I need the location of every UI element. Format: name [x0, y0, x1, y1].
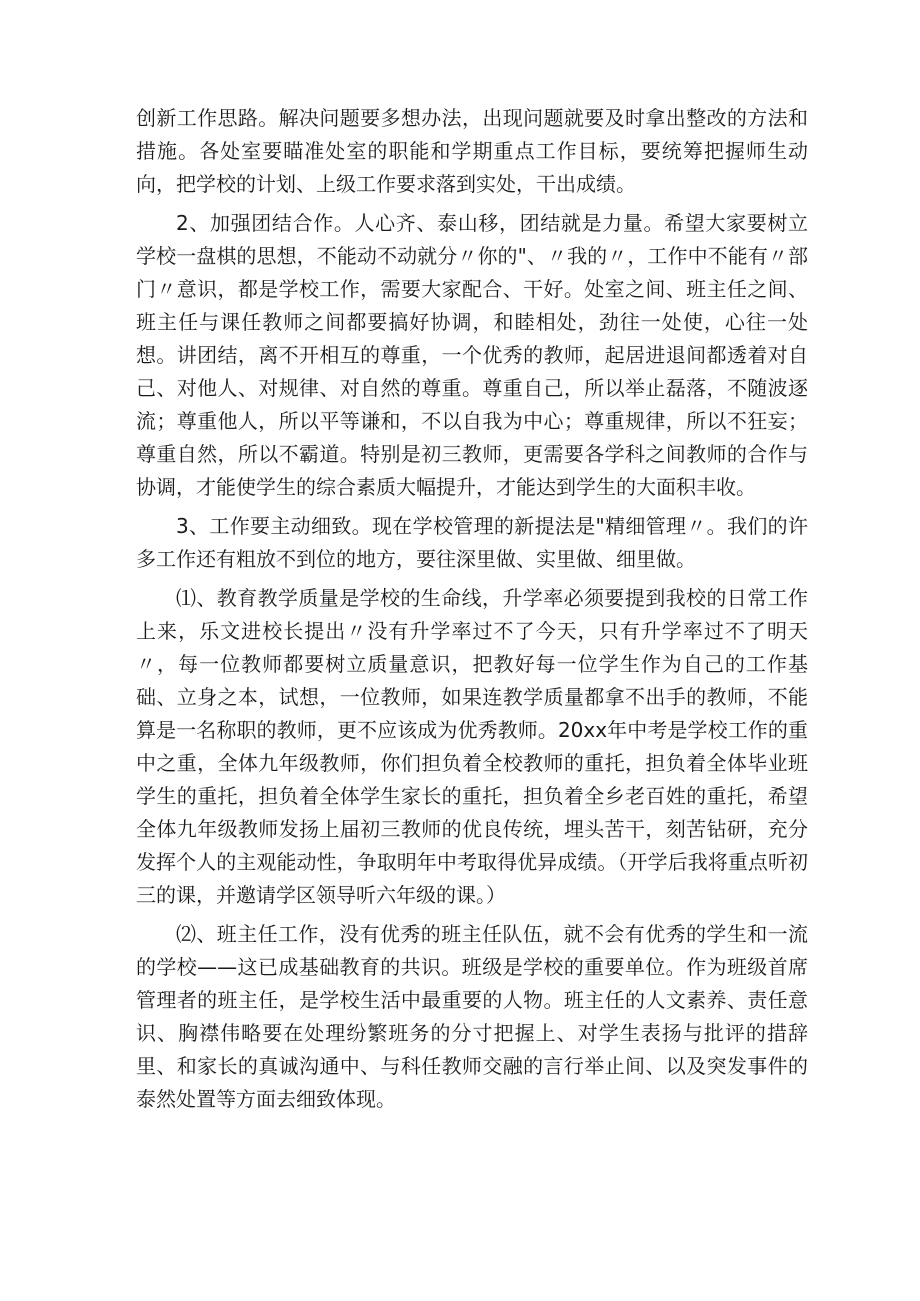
paragraph-teaching-quality: ⑴、教育教学质量是学校的生命线，升学率必须要提到我校的日常工作上来，乐文进校长提出〃没有升学率过不了今天，只有升学率过不了明天〃，每一位教师都要树立质量意识，把教好每一位学生作为自己的工作基础、立身之本，试想，一位教师，如果连教学质量都拿不出手的教师，不能算是一名称职的教师，更不应该成为优秀教师。20xx年中考是学校工作的重中之重，全体九年级教师，你们担负着全校教师的重托，担负着全体毕业班学生的重托，担负着全体学生家长的重托，担负着全乡老百姓的重托，希望全体九年级教师发扬上届初三教师的优良传统，埋头苦干，刻苦钻研，充分发挥个人的主观能动性，争取明年中考取得优异成绩。（开学后我将重点听初三的课，并邀请学区领导听六年级的课。）	[136, 586, 808, 907]
paragraph-continuation: 创新工作思路。解决问题要多想办法，出现问题就要及时拿出整改的方法和措施。各处室要瞄准处室的职能和学期重点工作目标，要统筹把握师生动向，把学校的计划、上级工作要求落到实处，干出成绩。	[136, 106, 808, 196]
document-page	[136, 102, 808, 1122]
paragraph-proactive-detail: 3、工作要主动细致。现在学校管理的新提法是"精细管理〃。我们的许多工作还有粗放不到位的地方，要往深里做、实里做、细里做。	[136, 514, 808, 571]
paragraph-unity-cooperation: 2、加强团结合作。人心齐、泰山移，团结就是力量。希望大家要树立学校一盘棋的思想，不能动不动就分〃你的"、〃我的〃，工作中不能有〃部门〃意识，都是学校工作，需要大家配合、干好。处室之间、班主任之间、班主任与课任教师之间都要搞好协调，和睦相处，劲往一处使，心往一处想。讲团结，离不开相互的尊重，一个优秀的教师，起居进退间都透着对自己、对他人、对规律、对自然的尊重。尊重自己，所以举止磊落，不随波逐流；尊重他人，所以平等谦和，不以自我为中心；尊重规律，所以不狂妄；尊重自然，所以不霸道。特别是初三教师，更需要各学科之间教师的合作与协调，才能使学生的综合素质大幅提升，才能达到学生的大面积丰收。	[136, 211, 808, 499]
paragraph-class-teacher: ⑵、班主任工作，没有优秀的班主任队伍，就不会有优秀的学生和一流的学校——这已成基础教育的共识。班级是学校的重要单位。作为班级首席管理者的班主任，是学校生活中最重要的人物。班主任的人文素养、责任意识、胸襟伟略要在处理纷繁班务的分寸把握上、对学生表扬与批评的措辞里、和家长的真诚沟通中、与科任教师交融的言行举止间、以及突发事件的泰然处置等方面去细致体现。	[136, 922, 808, 1111]
